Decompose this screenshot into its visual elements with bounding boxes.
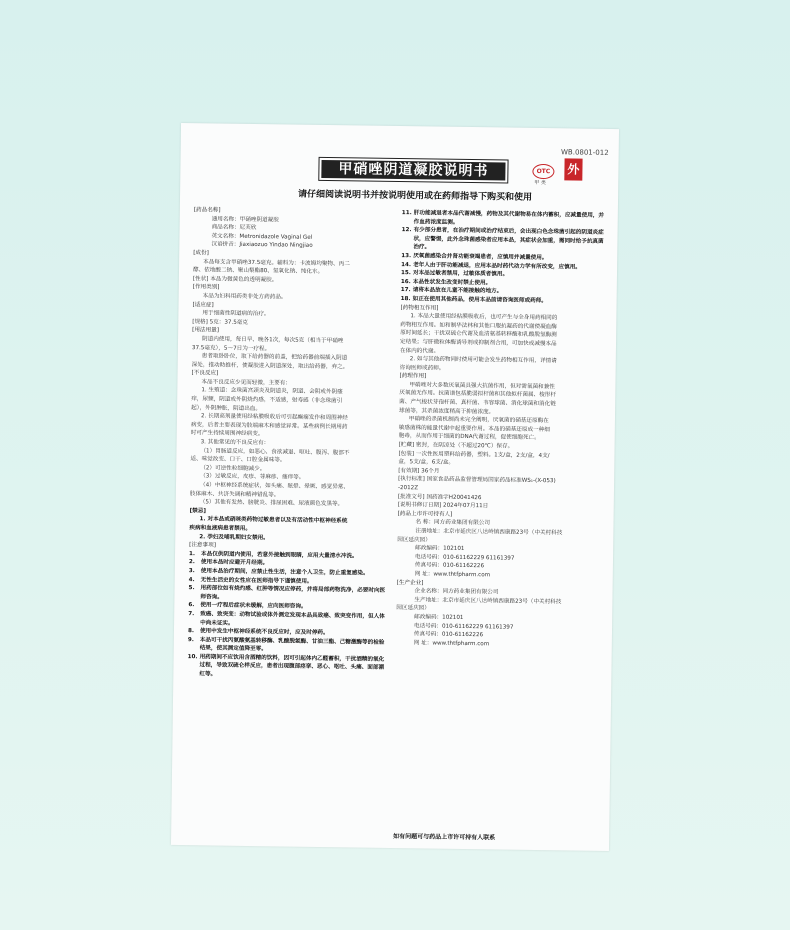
left-column bbox=[187, 206, 394, 681]
text-line: 用于细菌性阴道病的治疗。 bbox=[202, 310, 270, 318]
item-number: 9. bbox=[187, 636, 194, 643]
item-text: 本品仅供阴道内使用，若意外接触到眼睛，应用大量清水冲洗。 bbox=[201, 551, 358, 560]
text-line: 通用名称：甲硝唑阴道凝胶 bbox=[211, 216, 279, 223]
text-line: 邮政编码：102101 bbox=[415, 545, 465, 553]
item-number: 8. bbox=[187, 628, 195, 635]
section-heading: [注意事项] bbox=[189, 542, 216, 549]
item-text: 用药部位如有烧灼感、红肿等情况应停药，并将局部药物洗净，必要时向医师咨询。 bbox=[200, 585, 386, 601]
text-line: 胞毒，从而作用于细菌的DNA代谢过程，促使细胞死亡。 bbox=[398, 433, 540, 442]
text-line: 英文名称：Metronidazole Vaginal Gel bbox=[211, 233, 313, 241]
text-line: [有效期] 36个月 bbox=[398, 467, 440, 475]
section-heading: [适应症] bbox=[192, 301, 214, 308]
item-number: 6. bbox=[188, 602, 195, 609]
document-title: 甲硝唑阴道凝胶说明书 bbox=[321, 160, 505, 181]
text-line: 球菌等，其杀菌浓度稍高于抑菌浓度。 bbox=[399, 407, 495, 416]
text-line: 厌氧菌无作用。抗菌谱包括脆弱拟杆菌和其他拟杆菌属、梭形杆 bbox=[399, 390, 556, 399]
item-number: 3. bbox=[188, 568, 195, 575]
text-line: 传真号码：010-61162226 bbox=[413, 631, 484, 639]
text-line: 在体内的代谢。 bbox=[399, 347, 440, 355]
item-number: 14. bbox=[401, 261, 412, 268]
text-line: [批准文号] 国药准字H20041426 bbox=[397, 493, 482, 501]
text-line: [性状] 本品为微黄色的透明凝胶。 bbox=[192, 275, 278, 284]
text-line: 1. 对本品或硝咪类药物过敏患者以及有活动性中枢神经系统 bbox=[199, 516, 348, 525]
item-text: 使用本品治疗期间，应禁止性生活，注意个人卫生，防止重复感染。 bbox=[200, 568, 369, 577]
numbered-item bbox=[187, 653, 387, 682]
text-line: [执行标准] 国家食品药品监督管理局国家药品标准WS₁-(X-053) bbox=[398, 476, 556, 485]
text-line: 盒，5支/盒，6支/盒。 bbox=[398, 459, 455, 467]
text-line: 甲硝唑的杀菌机制尚未完全阐明，厌氧菌的硝基还原酶在 bbox=[408, 416, 549, 425]
item-number: 16. bbox=[400, 278, 411, 285]
item-number: 12. bbox=[401, 227, 412, 234]
text-line: 时可产生持续周围神经病变。 bbox=[190, 430, 264, 438]
section-heading: [药物相互作用] bbox=[400, 304, 439, 312]
text-line: 本品为妇科用药类非处方药药品。 bbox=[202, 293, 287, 301]
text-line: 3. 其他常见的不良反应有： bbox=[200, 439, 270, 447]
item-text: 有少部分患者，在治疗期间或治疗结束后，会出现白色念珠菌引起的阴道炎症状，应警惕，此外念珠菌感染者应用本品，其症状会加重，需同时给予抗真菌治疗。 bbox=[413, 227, 604, 251]
text-line: 敏感菌株的能量代谢中起重要作用。本品的硝基还原成一种细 bbox=[398, 424, 550, 434]
text-line: 本品不良反应少见而轻微，主要有： bbox=[201, 379, 291, 387]
text-line: 药物相互作用。如和制华法林和其他口服抗凝药的代谢使凝血酶 bbox=[400, 321, 557, 330]
item-number: 11. bbox=[401, 210, 412, 217]
text-line: 网 址：www.thtfpharm.com bbox=[414, 571, 491, 579]
right-column bbox=[396, 209, 606, 650]
text-line: 甲硝唑对大多数厌氧菌具强大抗菌作用，但对需氧菌和兼性 bbox=[409, 382, 555, 391]
text-line: 定结果；与肝微粒体酶诱导剂或抑制剂合用，可加快或减慢本品 bbox=[399, 338, 557, 348]
text-line: 醇、依地酸二钠、聚山梨酯80、氢氧化钠、纯化水。 bbox=[192, 267, 324, 276]
item-number: 5. bbox=[188, 585, 195, 592]
text-line: 传真号码：010-61162226 bbox=[414, 562, 485, 570]
item-text: 致癌、致突变：动物试验或体外测定发现本品具致癌、致突变作用，但人体中尚未证实。 bbox=[200, 611, 385, 627]
section-heading: [药品名称] bbox=[193, 207, 221, 214]
footer-note: 如有问题可与药品上市许可持有人联系 bbox=[393, 833, 496, 842]
text-line: 生产地址：北京市延庆区八达岭镇西康路23号（中关村科技 bbox=[414, 597, 562, 606]
otc-class-label: 甲 类 bbox=[534, 179, 546, 187]
text-line: 网 址：www.thtfpharm.com bbox=[413, 639, 490, 648]
item-number: 4. bbox=[188, 576, 195, 583]
text-line: [说明书修订日期] 2024年07月11日 bbox=[397, 502, 489, 510]
text-line: 深处，推动助推杆，使凝胶进入阴道深处，取出给药器，弃之。 bbox=[191, 361, 349, 371]
text-line: 1. 本品大量使用经粘膜吸收后，也可产生与全身用药相同的 bbox=[410, 313, 558, 322]
text-line: [包装] 一次性医用塑料给药器，塑料。1支/盒，2支/盒，4支/ bbox=[398, 450, 550, 459]
document-subtitle: 请仔细阅读说明书并按说明使用或在药师指导下购买和使用 bbox=[297, 189, 533, 203]
text-line: （2）可逆性粒细胞减少。 bbox=[200, 465, 266, 472]
item-text: 本品可干扰丙氨酸氨基转移酶、乳酸脱氢酶、甘油三酯、己糖激酶等的检验结果，使其测定值降至零。 bbox=[199, 636, 385, 653]
item-text: 厌氧菌感染合并肾功能衰竭患者，应慎用并减量使用。 bbox=[413, 253, 548, 262]
item-text: 使用本品时应避开月经期。 bbox=[200, 559, 269, 567]
text-line: 阴道内使用，每日早、晚各1次，每次5克（相当于甲硝唑 bbox=[202, 336, 344, 345]
text-line: 2. 孕妇及哺乳期妇女禁用。 bbox=[199, 533, 269, 541]
item-text: 老年人由于肝功能减退，应用本品时药代动力学有所改变，应慎用。 bbox=[413, 261, 581, 271]
section-heading: [生产企业] bbox=[396, 579, 424, 586]
text-line: 园区延庆园） bbox=[396, 605, 430, 612]
text-line: 商品名称：尼芙欣 bbox=[211, 224, 257, 232]
text-line: 电话号码：010-61162229 61161397 bbox=[414, 554, 515, 562]
item-number: 18. bbox=[400, 295, 411, 303]
item-number: 17. bbox=[400, 287, 411, 294]
text-line: 名 称：同方药业集团有限公司 bbox=[415, 519, 491, 527]
text-line: 2. 长期高剂量使用经粘膜吸收后可引起癫痫发作和周围神经 bbox=[200, 413, 348, 422]
text-line: 园区延庆园） bbox=[397, 536, 431, 544]
title-box bbox=[318, 157, 508, 184]
text-line: （3）过敏反应，皮疹、荨麻疹、瘙痒等。 bbox=[200, 473, 305, 482]
text-line: 注册地址：北京市延庆区八达岭镇西康路23号（中关村科技 bbox=[415, 528, 563, 537]
text-line: 2. 如与其他药物同时使用可能会发生药物相互作用，详情请 bbox=[409, 356, 557, 365]
section-heading: [药品上市许可持有人] bbox=[397, 510, 453, 518]
item-text: 本品性状发生改变时禁止使用。 bbox=[412, 278, 492, 287]
text-line: 适、味觉改变、口干、口腔金属味等。 bbox=[190, 456, 286, 464]
text-line: 患者取卧卧位，取下给药器的前盖，把给药器前端插入阴道 bbox=[201, 353, 348, 362]
item-number: 1. bbox=[189, 550, 196, 557]
text-line: -2012Z bbox=[397, 485, 419, 492]
text-line: （5）其他有发热、膀胱炎、排尿困难、尿液颜色发黑等。 bbox=[199, 499, 344, 508]
external-use-badge: 外 bbox=[564, 158, 582, 180]
item-number: 13. bbox=[401, 253, 412, 260]
item-text: 用药期间不应饮用含酒精的饮料，因可引起体内乙醛蓄积，干扰酒精的氧化过程，导致双硫仑样反应，患者出现腹部痉挛、恶心、呕吐、头痛、面部潮红等。 bbox=[199, 654, 385, 678]
leaflet-sheet bbox=[171, 123, 619, 851]
text-line: 咨询医师或药师。 bbox=[399, 364, 445, 372]
text-line: （4）中枢神经系统症状，如头痛、眩晕、晕厥、感觉异常、 bbox=[199, 482, 350, 491]
item-text: 如正在使用其他药品，使用本品前请咨询医师或药师。 bbox=[412, 296, 547, 305]
text-line: 痒，尿频，阴道或外阴烧灼感，不适感，射寿感（非念珠菌引 bbox=[191, 396, 343, 405]
text-line: 1. 生殖道：念珠菌宫颈炎及阴道炎，阴道、会阴或外阴瘙 bbox=[201, 387, 343, 396]
text-line: [贮藏] 密封，在阴凉处（不超过20℃）保存。 bbox=[398, 442, 514, 450]
item-text: 使用一疗程后症状未缓解，应向医师咨询。 bbox=[200, 602, 307, 611]
item-text: 肝功能减退者本品代谢减慢，药物及其代谢物易在体内蓄积，应减量使用，并作血药浓度监测。 bbox=[413, 210, 605, 226]
item-text: 请将本品放在儿童不能接触的地方。 bbox=[412, 287, 503, 295]
text-line: 疾病和血液病患者禁用。 bbox=[189, 525, 251, 532]
text-line: （1）胃肠道反应，如恶心、食欲减退、呕吐、腹泻、腹部不 bbox=[200, 447, 350, 456]
text-line: 37.5毫克），5～7日为一疗程。 bbox=[191, 344, 271, 352]
item-text: 对本品过敏者禁用，过敏体质者慎用。 bbox=[412, 270, 509, 278]
text-line: 起），外阴肿胀，阴道出血。 bbox=[191, 404, 262, 412]
document-number: WB.0801-012 bbox=[560, 148, 609, 157]
section-heading: [用法用量] bbox=[192, 327, 219, 334]
item-text: 使用中发生中枢神经系统不良反应时，应及时停药。 bbox=[199, 628, 329, 637]
text-line: 原时间延长；干扰双硫仑代谢及血清氨基转移酶和乳酸脱氢酶测 bbox=[400, 330, 557, 339]
item-number: 2. bbox=[188, 559, 195, 566]
text-line: 企业名称：同方药业集团有限公司 bbox=[414, 588, 499, 596]
item-number: 10. bbox=[187, 653, 198, 661]
text-line: 病变，后者主要表现为肢端麻木和感觉异常。某些病例长期用药 bbox=[190, 421, 348, 431]
otc-logo: OTC bbox=[532, 164, 554, 179]
text-line: 菌、产气梭状芽孢杆菌、真杆菌、韦容球菌、消化球菌和消化链 bbox=[399, 399, 556, 408]
text-line: 汉语拼音：Jiaxiaozuo Yindao Ningjiao bbox=[211, 241, 313, 250]
numbered-item bbox=[401, 226, 605, 255]
text-line: 电话号码：010-61162229 61161397 bbox=[414, 622, 514, 631]
item-number: 7. bbox=[188, 611, 195, 618]
section-heading: [作用类别] bbox=[192, 284, 220, 291]
text-line: [禁忌] bbox=[189, 507, 206, 515]
section-heading: [不良反应] bbox=[191, 370, 219, 377]
text-line: 邮政编码：102101 bbox=[414, 614, 464, 621]
section-heading: [药理作用] bbox=[399, 373, 427, 380]
text-line: 本品每支含甲硝唑37.5毫克。辅料为：卡波姆均聚物、丙二 bbox=[203, 258, 350, 267]
section-heading: [成份] bbox=[193, 250, 209, 257]
text-line: [规格] 5克：37.5毫克 bbox=[192, 318, 249, 326]
item-number: 15. bbox=[400, 270, 411, 277]
text-line: 肢体麻木、共济失调和精神错乱等。 bbox=[189, 490, 280, 498]
item-text: 无性生活史的女性应在医师指导下谨慎使用。 bbox=[200, 576, 313, 585]
